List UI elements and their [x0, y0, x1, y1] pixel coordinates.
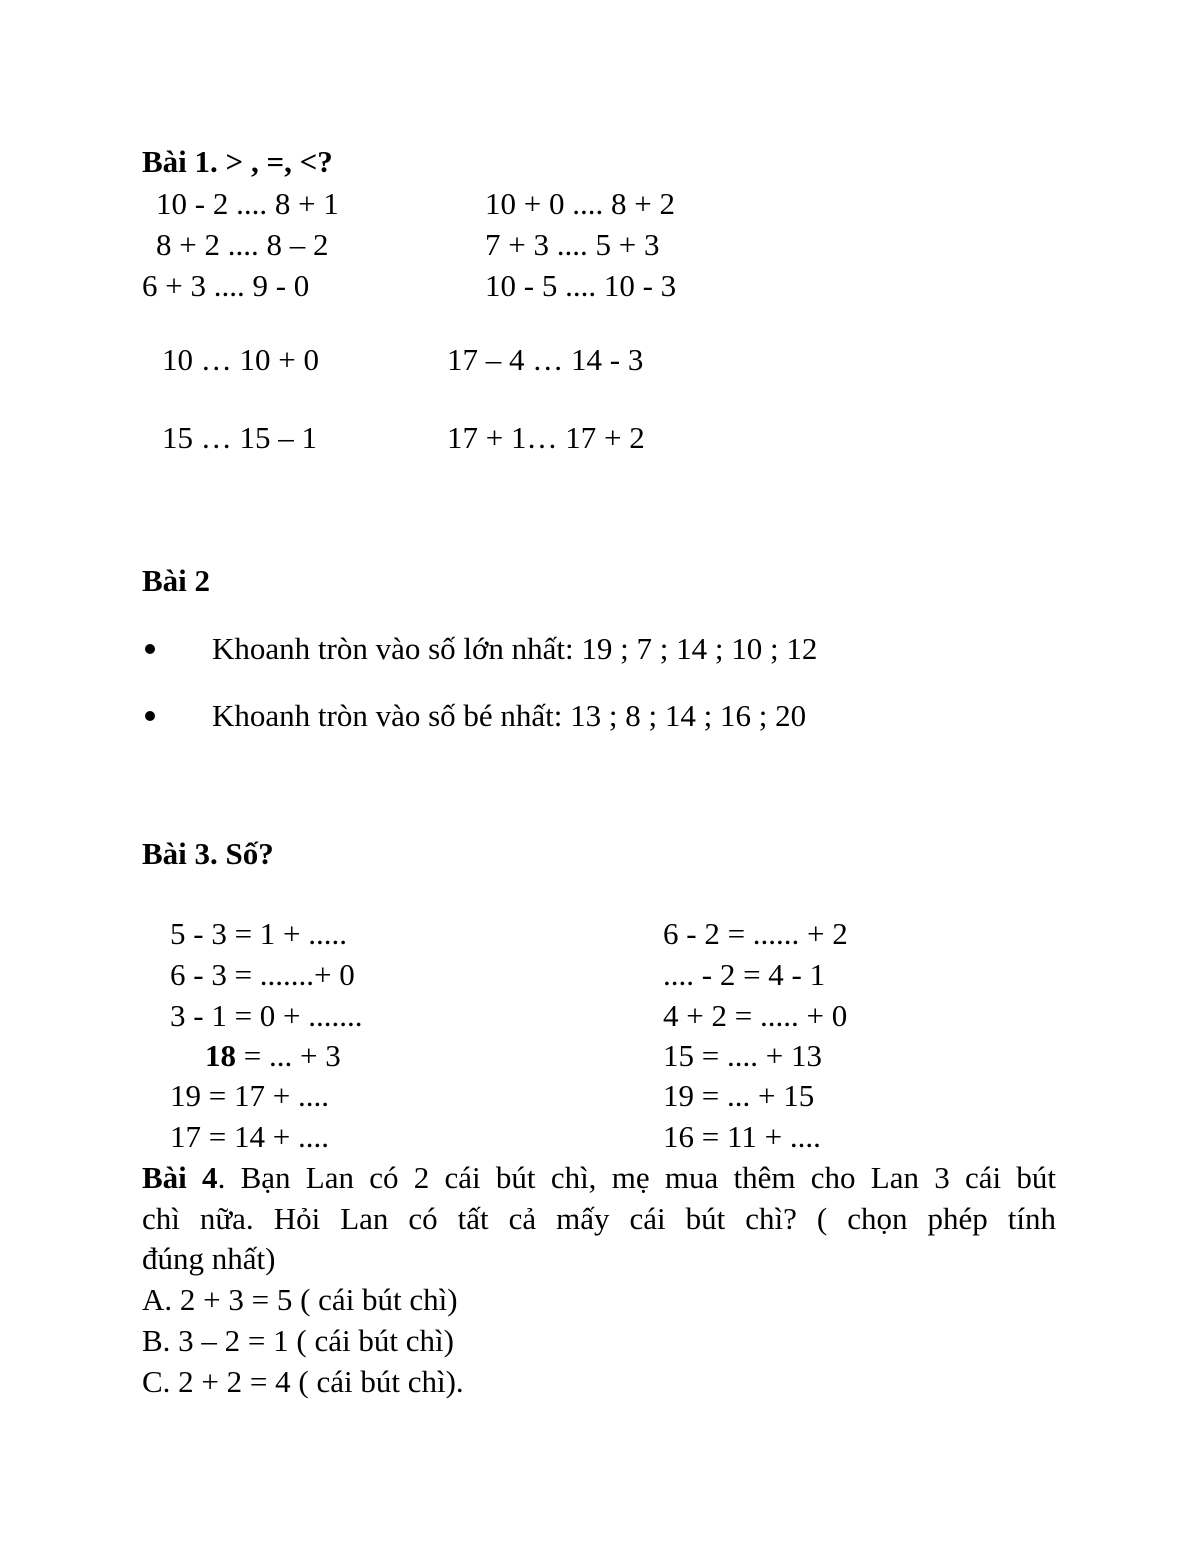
- bai1-row1-right: 10 + 0 .... 8 + 2: [485, 186, 675, 221]
- bai3-left-4: [205, 1040, 341, 1071]
- bai4-line-1-text: . Bạn Lan có 2 cái bút chì, mẹ mua thêm cho Lan 3 cái bút: [217, 1160, 1056, 1195]
- bai3-left-1: 5 - 3 = 1 + .....: [170, 916, 348, 951]
- bai1-row2-right: 7 + 3 .... 5 + 3: [485, 227, 660, 262]
- bai3-left-6: 17 = 14 + ....: [170, 1119, 329, 1154]
- bai1-title-number: Bài 1.: [142, 144, 218, 179]
- bai3-left-4-rest: = ... + 3: [236, 1038, 341, 1073]
- bullet-icon: [145, 711, 155, 721]
- bai3-left-2: 6 - 3 = .......+ 0: [170, 957, 355, 992]
- bai3-title: Bài 3. Số?: [142, 836, 274, 871]
- bai1-row2-left: 8 + 2 .... 8 – 2: [156, 227, 329, 262]
- bullet-icon: [145, 644, 155, 654]
- bai2-title: Bài 2: [142, 563, 211, 598]
- bai3-left-5: 19 = 17 + ....: [170, 1078, 329, 1113]
- bai3-right-1: 6 - 2 = ...... + 2: [663, 916, 848, 951]
- bai4-title: Bài 4: [142, 1160, 218, 1195]
- bai4-option-b: B. 3 – 2 = 1 ( cái bút chì): [142, 1323, 454, 1358]
- bai4-option-c: C. 2 + 2 = 4 ( cái bút chì).: [142, 1364, 464, 1399]
- bai3-left-3: 3 - 1 = 0 + .......: [170, 998, 363, 1033]
- bai4-option-a: A. 2 + 3 = 5 ( cái bút chì): [142, 1282, 458, 1317]
- bai1-title-symbols: > , =, <?: [217, 144, 333, 179]
- bai3-right-2: .... - 2 = 4 - 1: [663, 957, 826, 992]
- bai4-line-3: đúng nhất): [142, 1241, 276, 1276]
- bai1-row3-left: 6 + 3 .... 9 - 0: [142, 268, 310, 303]
- bai4-line-2: chì nữa. Hỏi Lan có tất cả mấy cái bút chì? ( chọn phép tính: [142, 1201, 1056, 1236]
- bai1-row4-left: 10 … 10 + 0: [162, 342, 319, 377]
- bai2-item-2: Khoanh tròn vào số bé nhất: 13 ; 8 ; 14 ; 16 ; 20: [212, 698, 807, 733]
- bai4-line-1: [142, 1162, 1056, 1193]
- bai3-right-4: 15 = .... + 13: [663, 1038, 822, 1073]
- bai2-item-1: Khoanh tròn vào số lớn nhất: 19 ; 7 ; 14 ; 10 ; 12: [212, 631, 818, 666]
- bai1-row4-right: 17 – 4 … 14 - 3: [447, 342, 644, 377]
- bai1-row3-right: 10 - 5 .... 10 - 3: [485, 268, 677, 303]
- bai3-right-5: 19 = ... + 15: [663, 1078, 815, 1113]
- bai1-row1-left: 10 - 2 .... 8 + 1: [156, 186, 339, 221]
- bai3-right-6: 16 = 11 + ....: [663, 1119, 821, 1154]
- bai1-row5-left: 15 … 15 – 1: [162, 420, 317, 455]
- bai1-row5-right: 17 + 1… 17 + 2: [447, 420, 645, 455]
- bai3-right-3: 4 + 2 = ..... + 0: [663, 998, 848, 1033]
- bai3-left-4-number: 18: [205, 1038, 236, 1073]
- bai1-heading: [142, 146, 333, 177]
